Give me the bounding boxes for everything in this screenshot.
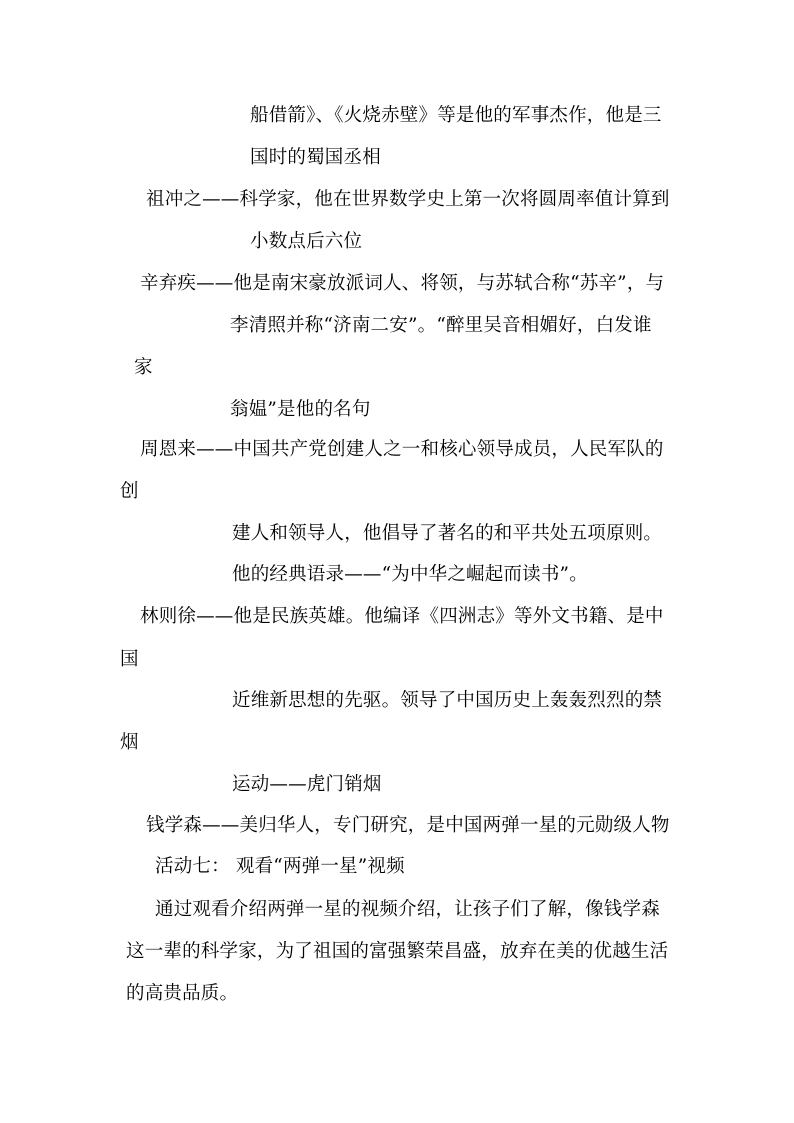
text-line: 翁媪”是他的名句 bbox=[230, 399, 371, 420]
text-line: 钱学森——美归华人，专门研究，是中国两弹一星的元勋级人物 bbox=[146, 815, 670, 836]
text-line: 通过观看介绍两弹一星的视频介绍，让孩子们了解，像钱学森 bbox=[155, 899, 660, 920]
text-line: 周恩来——中国共产党创建人之一和核心领导成员，人民军队的 bbox=[140, 439, 664, 460]
text-line: 小数点后六位 bbox=[250, 231, 363, 252]
text-line: 创 bbox=[120, 481, 139, 502]
text-line: 的高贵品质。 bbox=[126, 983, 239, 1004]
text-line: 运动——虎门销烟 bbox=[232, 774, 382, 795]
text-line: 祖冲之——科学家，他在世界数学史上第一次将圆周率值计算到 bbox=[146, 189, 670, 210]
section-heading: 活动七： 观看“两弹一星”视频 bbox=[155, 856, 405, 877]
text-line: 辛弃疾——他是南宋豪放派词人、将领，与苏轼合称“苏辛”，与 bbox=[140, 273, 665, 294]
text-line: 国 bbox=[120, 649, 139, 670]
text-line: 家 bbox=[134, 357, 153, 378]
text-line: 烟 bbox=[120, 732, 139, 753]
text-line: 这一辈的科学家，为了祖国的富强繁荣昌盛，放弃在美的优越生活 bbox=[126, 941, 669, 962]
text-line: 他的经典语录——“为中华之崛起而读书”。 bbox=[232, 564, 588, 585]
text-line: 国时的蜀国丞相 bbox=[250, 147, 381, 168]
text-line: 林则徐——他是民族英雄。他编译《四洲志》等外文书籍、是中 bbox=[140, 606, 664, 627]
text-line: 船借箭》、《火烧赤壁》等是他的军事杰作，他是三 bbox=[250, 105, 662, 126]
text-line: 建人和领导人，他倡导了著名的和平共处五项原则。 bbox=[232, 523, 663, 544]
text-line: 近维新思想的先驱。领导了中国历史上轰轰烈烈的禁 bbox=[232, 690, 663, 711]
text-line: 李清照并称“济南二安”。“醉里吴音相媚好，白发谁 bbox=[230, 315, 652, 336]
